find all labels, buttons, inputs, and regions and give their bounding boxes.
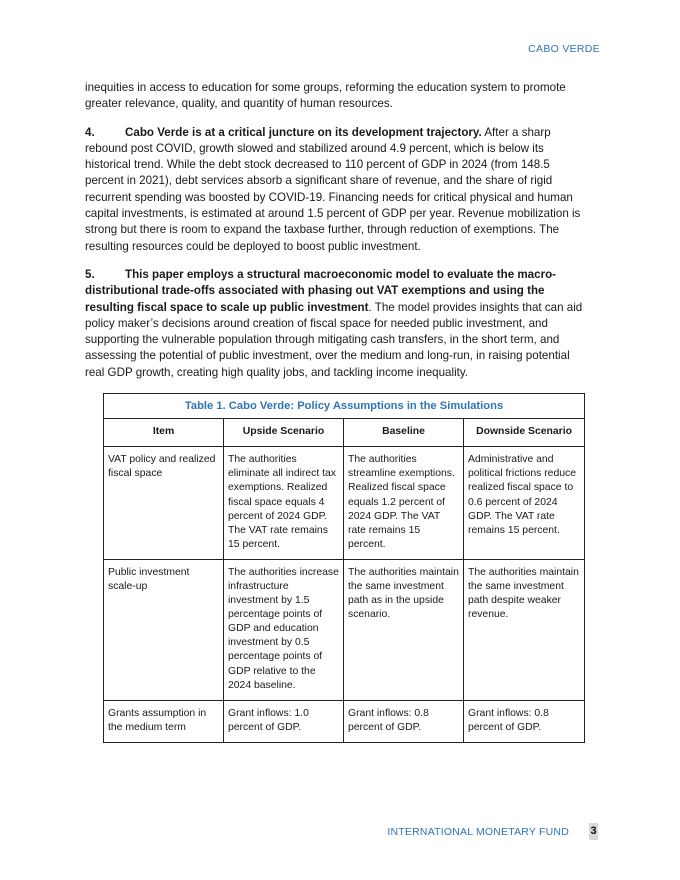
- row-item-cell: Public investment scale-up: [104, 559, 224, 700]
- row-item-cell: VAT policy and realized fiscal space: [104, 447, 224, 560]
- paragraph-number: 5.: [85, 267, 95, 281]
- downside-cell: The authorities maintain the same investment path despite weaker revenue.: [464, 559, 585, 700]
- table-row: [104, 559, 585, 700]
- table-row: [104, 700, 585, 742]
- paragraph-5: [85, 267, 588, 381]
- downside-cell: Administrative and political frictions reduce realized fiscal space to 0.6 percent of 2024 GDP. The VAT rate remains 15 percent.: [464, 447, 585, 560]
- table-row: [104, 447, 585, 560]
- paragraph-number: 4.: [85, 125, 95, 139]
- page-number: 3: [589, 823, 598, 840]
- baseline-cell: Grant inflows: 0.8 percent of GDP.: [344, 700, 464, 742]
- row-item-cell: Grants assumption in the medium term: [104, 700, 224, 742]
- paragraph-4: [85, 125, 588, 255]
- baseline-cell: The authorities maintain the same investment path as in the upside scenario.: [344, 559, 464, 700]
- column-header-downside: Downside Scenario: [464, 419, 585, 447]
- paragraph-lead: Cabo Verde is at a critical juncture on its development trajectory.: [125, 125, 482, 139]
- baseline-cell: The authorities streamline exemptions. Realized fiscal space equals 1.2 percent of 2024 GDP. The VAT rate remains 15 percent.: [344, 447, 464, 560]
- table-header-row: [104, 419, 585, 447]
- upside-cell: The authorities increase infrastructure investment by 1.5 percentage points of GDP and education investment by 0.5 percentage points of GDP relative to the 2024 baseline.: [224, 559, 344, 700]
- footer-organization: INTERNATIONAL MONETARY FUND: [387, 826, 569, 838]
- policy-assumptions-table: [103, 393, 585, 743]
- paragraph-text: After a sharp rebound post COVID, growth slowed and stabilized around 4.9 percent, which is below its historical trend. While the debt stock decreased to 110 percent of GDP in 2024 (from 148.5 percent in 2021), debt services absorb a significant share of revenue, and the share of rigid recurrent spending was boosted by COVID-19. Financing needs for critical physical and human capital investments, is estimated at around 1.5 percent of GDP per year. Revenue mobilization is strong but there is room to expand the taxbase further, through reduction of exemptions. The resulting resources could be deployed to boost public investment.: [85, 125, 581, 253]
- table-title: Table 1. Cabo Verde: Policy Assumptions in the Simulations: [104, 394, 585, 419]
- upside-cell: Grant inflows: 1.0 percent of GDP.: [224, 700, 344, 742]
- continuation-paragraph: inequities in access to education for some groups, reforming the education system to promote greater relevance, quality, and quantity of human resources.: [85, 81, 566, 111]
- running-header-country: CABO VERDE: [528, 43, 600, 55]
- column-header-upside: Upside Scenario: [224, 419, 344, 447]
- column-header-item: Item: [104, 419, 224, 447]
- paragraph-text: . The model provides insights that can aid policy maker’s decisions around creation of fiscal space for needed public investment, and supporting the vulnerable population through mitigating cash transfers, in the short term, and assessing the potential of public investment, over the medium and long-run, in raising potential real GDP growth, creating high quality jobs, and tackling income inequality.: [85, 300, 583, 379]
- column-header-baseline: Baseline: [344, 419, 464, 447]
- page-body: [85, 80, 588, 743]
- upside-cell: The authorities eliminate all indirect tax exemptions. Realized fiscal space equals 4 percent of 2024 GDP. The VAT rate remains 15 percent.: [224, 447, 344, 560]
- paragraph-lead: This paper employs a structural macroeconomic model to evaluate the macro-distributional trade-offs associated with phasing out VAT exemptions and using the resulting fiscal space to scale up public investment: [85, 267, 557, 314]
- downside-cell: Grant inflows: 0.8 percent of GDP.: [464, 700, 585, 742]
